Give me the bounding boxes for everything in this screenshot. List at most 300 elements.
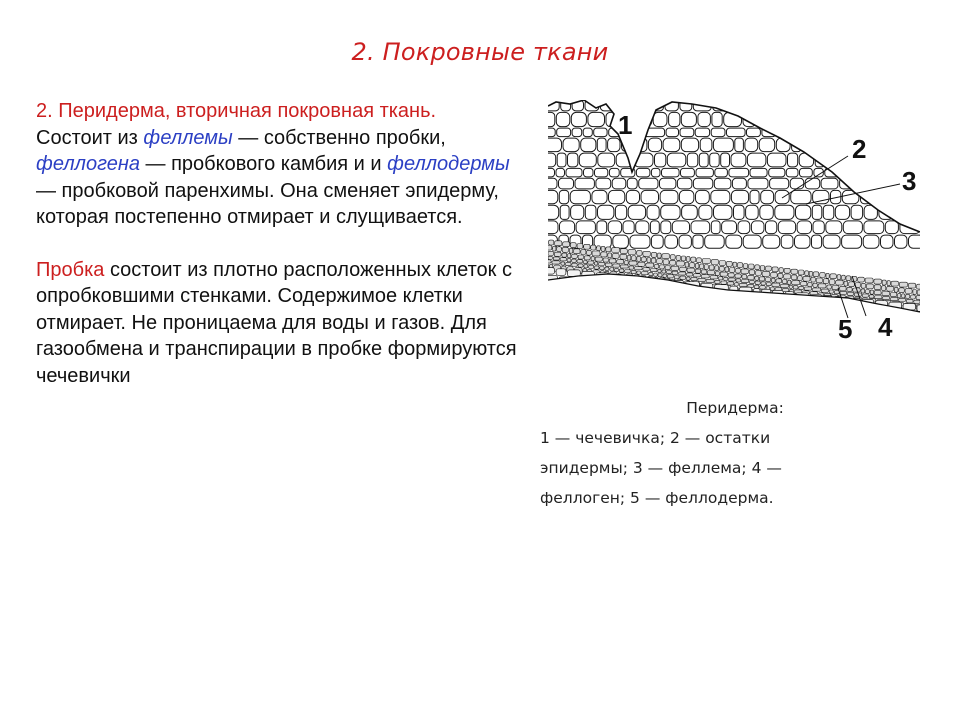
tissue-cell xyxy=(719,293,732,299)
tissue-cell xyxy=(604,304,617,312)
tissue-cell xyxy=(548,245,552,250)
tissue-cell xyxy=(629,261,637,265)
tissue-cell xyxy=(801,295,805,301)
tissue-cell xyxy=(587,311,600,317)
tissue-cell xyxy=(718,300,728,306)
tissue-cell xyxy=(736,279,741,282)
tissue-cell xyxy=(867,168,878,177)
tissue-cell xyxy=(737,326,751,332)
tissue-cell xyxy=(721,281,727,284)
tissue-cell xyxy=(756,271,762,276)
tissue-cell xyxy=(917,305,920,312)
tissue-cell xyxy=(554,299,566,307)
tissue-cell xyxy=(827,343,834,348)
tissue-cell xyxy=(881,235,894,248)
tissue-cell xyxy=(820,273,826,278)
tissue-cell xyxy=(728,308,736,315)
tissue-cell xyxy=(637,271,641,274)
tissue-cell xyxy=(788,307,797,313)
tissue-cell xyxy=(657,259,663,264)
tissue-cell xyxy=(627,178,637,189)
tissue-cell xyxy=(597,221,607,234)
tissue-cell xyxy=(854,321,864,328)
tissue-cell xyxy=(691,257,696,262)
tissue-cell xyxy=(778,221,795,234)
tissue-cell xyxy=(843,221,862,234)
tissue-cell xyxy=(557,128,571,137)
tissue-cell xyxy=(771,287,775,290)
tissue-cell xyxy=(745,138,758,152)
tissue-cell xyxy=(594,128,607,137)
tissue-cell xyxy=(700,264,704,269)
tissue-cell xyxy=(895,235,908,248)
tissue-cell xyxy=(553,246,556,251)
tissue-cell xyxy=(687,153,698,167)
tissue-cell xyxy=(793,286,798,289)
tissue-cell xyxy=(790,178,804,189)
tissue-cell xyxy=(604,289,617,295)
tissue-cell xyxy=(918,178,920,189)
tissue-cell xyxy=(677,178,692,189)
tissue-cell xyxy=(806,295,814,301)
tissue-cell xyxy=(561,262,565,265)
tissue-cell xyxy=(819,310,831,316)
tissue-cell xyxy=(798,308,808,314)
tissue-cell xyxy=(749,270,755,275)
tissue-cell xyxy=(628,316,639,322)
tissue-cell xyxy=(908,128,920,137)
label-5: 5 xyxy=(838,314,853,344)
tissue-cell xyxy=(822,128,832,137)
tissue-cell xyxy=(917,344,920,348)
tissue-cell xyxy=(755,281,760,284)
tissue-cell xyxy=(663,260,669,265)
tissue-cell xyxy=(899,288,905,293)
tissue-cell xyxy=(556,316,563,322)
tissue-cell xyxy=(853,112,864,126)
tissue-cell xyxy=(751,319,761,327)
tissue-cell xyxy=(840,291,847,294)
tissue-cell xyxy=(687,257,691,262)
tissue-cell xyxy=(751,221,764,234)
tissue-cell xyxy=(579,153,596,167)
tissue-cell xyxy=(739,283,747,286)
tissue-cell xyxy=(917,313,920,319)
tissue-cell xyxy=(620,249,627,254)
tissue-cell xyxy=(719,277,723,280)
tissue-cell xyxy=(762,271,770,276)
tissue-cell xyxy=(673,296,683,302)
tissue-cell xyxy=(699,330,710,336)
tissue-cell xyxy=(788,100,798,111)
tissue-cell xyxy=(571,205,584,219)
tissue-cell xyxy=(762,312,770,319)
tissue-cell xyxy=(866,128,885,137)
tissue-cell xyxy=(813,288,821,291)
tissue-cell xyxy=(684,329,698,335)
tissue-cell xyxy=(633,324,641,330)
tissue-cell xyxy=(737,263,743,268)
tissue-cell xyxy=(659,326,668,332)
tissue-cell xyxy=(568,254,571,258)
tissue-cell xyxy=(696,190,710,203)
tissue-cell xyxy=(729,278,736,281)
tissue-cell xyxy=(577,260,583,263)
tissue-cell xyxy=(699,205,712,219)
tissue-cell xyxy=(720,272,727,276)
tissue-cell xyxy=(747,128,761,137)
tissue-cell xyxy=(693,274,700,277)
tissue-cell xyxy=(583,261,587,264)
tissue-cell xyxy=(636,221,649,234)
tissue-cell xyxy=(638,262,645,266)
tissue-cell xyxy=(761,329,771,335)
tissue-cell xyxy=(637,251,642,256)
tissue-cell xyxy=(643,251,651,256)
tissue-cell xyxy=(883,296,890,299)
tissue-cell xyxy=(799,286,804,289)
tissue-cell xyxy=(653,112,667,126)
tissue-cell xyxy=(629,266,634,269)
tissue-cell xyxy=(643,325,657,331)
tissue-cell xyxy=(578,286,587,292)
tissue-cell xyxy=(802,316,813,323)
tissue-cell xyxy=(789,300,799,306)
tissue-cell xyxy=(660,265,665,269)
tissue-cell xyxy=(556,112,570,126)
tissue-cell xyxy=(676,303,688,310)
tissue-cell xyxy=(766,278,771,282)
tissue-cell xyxy=(548,251,554,255)
tissue-cell xyxy=(776,279,782,283)
slide-title: 2. Покровные ткани xyxy=(351,38,609,66)
tissue-cell xyxy=(733,262,737,267)
tissue-cell xyxy=(676,255,680,260)
tissue-cell xyxy=(875,296,882,299)
tissue-cell xyxy=(602,313,612,319)
tissue-cell xyxy=(588,112,605,126)
tissue-cell xyxy=(608,138,620,152)
tissue-cell xyxy=(771,321,778,329)
tissue-cell xyxy=(661,295,672,301)
periderm-drawing xyxy=(548,100,920,348)
tissue-cell xyxy=(917,112,920,126)
tissue-cell xyxy=(672,271,678,274)
tissue-cell xyxy=(885,221,898,234)
tissue-cell xyxy=(734,205,745,219)
tissue-cell xyxy=(732,178,746,189)
tissue-cell xyxy=(639,299,646,306)
tissue-cell xyxy=(748,275,754,279)
tissue-cell xyxy=(667,153,686,167)
tissue-cell xyxy=(615,268,619,271)
tissue-cell xyxy=(609,168,619,177)
tissue-cell xyxy=(637,256,641,261)
tissue-cell xyxy=(649,272,653,275)
tissue-cell xyxy=(710,276,718,279)
body-text xyxy=(36,98,528,389)
tissue-cell xyxy=(548,315,555,321)
tissue-cell xyxy=(714,205,733,219)
tissue-cell xyxy=(906,299,913,302)
tissue-cell xyxy=(823,279,828,284)
tissue-cell xyxy=(626,298,638,305)
tissue-cell xyxy=(563,242,570,247)
tissue-cell xyxy=(749,280,754,283)
tissue-cell xyxy=(558,309,567,315)
tissue-cell xyxy=(827,298,834,304)
tissue-cell xyxy=(761,190,774,203)
tissue-cell xyxy=(808,283,812,287)
tissue-cell xyxy=(588,261,594,264)
tissue-cell xyxy=(676,261,684,266)
tissue-cell xyxy=(627,291,636,297)
tissue-cell xyxy=(866,303,873,309)
tissue-cell xyxy=(600,267,604,270)
tissue-cell xyxy=(687,277,691,280)
tissue-cell xyxy=(640,308,651,316)
tissue-cell xyxy=(755,265,760,270)
tissue-cell xyxy=(582,302,589,310)
tissue-cell xyxy=(679,272,686,275)
tissue-cell xyxy=(693,235,703,248)
tissue-cell xyxy=(742,275,747,279)
tissue-cell xyxy=(907,334,918,342)
tissue-cell xyxy=(749,335,763,341)
tissue-cell xyxy=(559,178,574,189)
tissue-cell xyxy=(777,128,789,137)
periderm-illustration xyxy=(548,100,920,348)
tissue-cell xyxy=(560,221,575,234)
tissue-cell xyxy=(837,275,841,280)
tissue-cell xyxy=(821,178,838,189)
tissue-cell xyxy=(641,257,646,262)
tissue-cell xyxy=(591,303,603,311)
tissue-cell xyxy=(805,271,809,276)
tissue-cell xyxy=(869,308,876,314)
tissue-cell xyxy=(887,128,907,137)
tissue-cell xyxy=(681,168,695,177)
tissue-cell xyxy=(559,190,568,203)
tissue-cell xyxy=(698,112,711,126)
tissue-cell xyxy=(667,271,672,274)
tissue-cell xyxy=(581,250,586,255)
tissue-cell xyxy=(741,269,748,274)
tissue-cell xyxy=(827,285,831,289)
tissue-cell xyxy=(835,205,849,219)
tissue-cell xyxy=(730,268,735,273)
tissue-cell xyxy=(572,259,577,262)
p1-text-3: — пробкового камбия и и xyxy=(139,153,388,175)
label-3: 3 xyxy=(902,166,917,196)
tissue-cell xyxy=(558,284,565,290)
tissue-cell xyxy=(893,153,905,167)
tissue-cell xyxy=(661,205,680,219)
tissue-cell xyxy=(699,153,708,167)
tissue-cell xyxy=(836,344,850,348)
tissue-cell xyxy=(815,297,820,303)
tissue-cell xyxy=(908,326,920,333)
tissue-cell xyxy=(848,300,852,306)
tissue-cell xyxy=(829,290,833,293)
tissue-cell xyxy=(892,310,906,316)
tissue-cell xyxy=(760,286,766,289)
term-phellem: феллемы xyxy=(143,126,233,149)
tissue-cell xyxy=(862,294,868,297)
tissue-cell xyxy=(687,268,695,272)
tissue-cell xyxy=(609,190,625,203)
tissue-cell xyxy=(646,263,654,267)
tissue-cell xyxy=(819,342,826,348)
tissue-cell xyxy=(759,138,775,152)
tissue-cell xyxy=(605,267,609,270)
tissue-cell xyxy=(667,275,673,278)
tissue-cell xyxy=(738,221,750,234)
tissue-cell xyxy=(813,283,817,287)
tissue-cell xyxy=(788,280,791,284)
tissue-cell xyxy=(651,235,663,248)
tissue-cell xyxy=(663,274,667,277)
tissue-cell xyxy=(713,138,733,152)
tissue-cell xyxy=(595,168,608,177)
tissue-cell xyxy=(812,302,822,308)
tissue-cell xyxy=(887,286,894,291)
tissue-cell xyxy=(680,276,686,279)
tissue-cell xyxy=(695,269,700,273)
tissue-cell xyxy=(771,313,780,320)
tissue-cell xyxy=(861,330,869,338)
tissue-cell xyxy=(625,261,629,265)
tissue-cell xyxy=(697,258,702,263)
tissue-cell xyxy=(626,190,639,203)
tissue-cell xyxy=(823,205,834,219)
tissue-cell xyxy=(584,256,590,260)
tissue-cell xyxy=(657,287,668,293)
tissue-cell xyxy=(816,278,822,283)
tissue-cell xyxy=(711,260,718,265)
tissue-cell xyxy=(702,259,710,264)
tissue-cell xyxy=(690,263,695,268)
tissue-cell xyxy=(585,280,595,286)
tissue-cell xyxy=(842,275,846,280)
tissue-cell xyxy=(849,282,855,287)
tissue-cell xyxy=(643,268,650,271)
tissue-cell xyxy=(548,283,557,289)
tissue-cell xyxy=(672,221,689,234)
tissue-cell xyxy=(681,138,698,152)
tissue-cell xyxy=(709,265,714,270)
tissue-cell xyxy=(786,168,798,177)
tissue-cell xyxy=(695,298,702,304)
tissue-cell xyxy=(801,301,811,307)
tissue-cell xyxy=(776,338,790,344)
tissue-cell xyxy=(670,255,675,260)
caption-title: Перидерма: xyxy=(686,399,784,417)
tissue-cell xyxy=(641,317,655,323)
tissue-cell xyxy=(648,293,660,299)
tissue-cell xyxy=(809,271,812,276)
tissue-cell xyxy=(800,168,813,177)
tissue-cell xyxy=(588,294,602,301)
tissue-cell xyxy=(655,264,659,268)
tissue-cell xyxy=(845,168,855,177)
tissue-cell xyxy=(691,221,710,234)
tissue-cell xyxy=(707,271,714,275)
tissue-cell xyxy=(549,240,554,245)
tissue-cell xyxy=(609,282,617,288)
tissue-cell xyxy=(548,112,555,126)
tissue-cell xyxy=(680,128,694,137)
tissue-cell xyxy=(874,279,882,284)
tissue-cell xyxy=(666,128,678,137)
tissue-cell xyxy=(568,153,578,167)
tissue-cell xyxy=(594,262,597,265)
tissue-cell xyxy=(608,253,612,258)
tissue-cell xyxy=(780,299,788,305)
tissue-cell xyxy=(727,128,746,137)
tissue-cell xyxy=(805,178,820,189)
tissue-cell xyxy=(610,268,614,271)
tissue-cell xyxy=(619,306,630,314)
tissue-cell xyxy=(612,321,619,327)
tissue-cell xyxy=(865,112,881,126)
tissue-cell xyxy=(882,280,886,285)
caption-line: эпидермы; 3 — феллема; 4 — xyxy=(540,459,782,477)
tissue-cell xyxy=(575,318,587,324)
body-heading: 2. Перидерма, вторичная покровная ткань. xyxy=(36,100,437,122)
tissue-cell xyxy=(682,205,698,219)
tissue-cell xyxy=(747,310,761,317)
tissue-cell xyxy=(570,243,576,248)
tissue-cell xyxy=(830,274,836,279)
tissue-cell xyxy=(716,307,727,314)
tissue-cell xyxy=(678,289,691,295)
tissue-cell xyxy=(619,283,632,289)
tissue-cell xyxy=(826,221,842,234)
tissue-cell xyxy=(618,273,625,279)
tissue-cell xyxy=(591,245,596,250)
tissue-cell xyxy=(572,263,577,266)
tissue-cell xyxy=(880,153,891,167)
tissue-cell xyxy=(801,333,808,339)
tissue-cell xyxy=(584,244,590,249)
tissue-cell xyxy=(548,221,558,234)
tissue-cell xyxy=(660,178,676,189)
tissue-cell xyxy=(745,296,757,302)
tissue-cell xyxy=(651,168,660,177)
tissue-cell xyxy=(840,286,846,290)
tissue-cell xyxy=(650,269,657,272)
tissue-cell xyxy=(906,319,916,325)
tissue-cell xyxy=(869,295,874,298)
tissue-cell xyxy=(834,299,842,305)
tissue-cell xyxy=(893,168,902,177)
tissue-cell xyxy=(859,178,879,189)
tissue-cell xyxy=(917,320,920,326)
tissue-cell xyxy=(762,320,769,328)
tissue-cell xyxy=(597,138,606,152)
tissue-cell xyxy=(674,276,679,279)
tissue-cell xyxy=(760,205,774,219)
tissue-cell xyxy=(796,205,811,219)
p1-text-2: — собственно пробки, xyxy=(232,126,446,149)
tissue-cell xyxy=(854,306,868,312)
tissue-cell xyxy=(598,153,615,167)
tissue-cell xyxy=(557,153,566,167)
tissue-cell xyxy=(648,138,661,152)
tissue-cell xyxy=(705,235,725,248)
tissue-cell xyxy=(562,253,567,257)
